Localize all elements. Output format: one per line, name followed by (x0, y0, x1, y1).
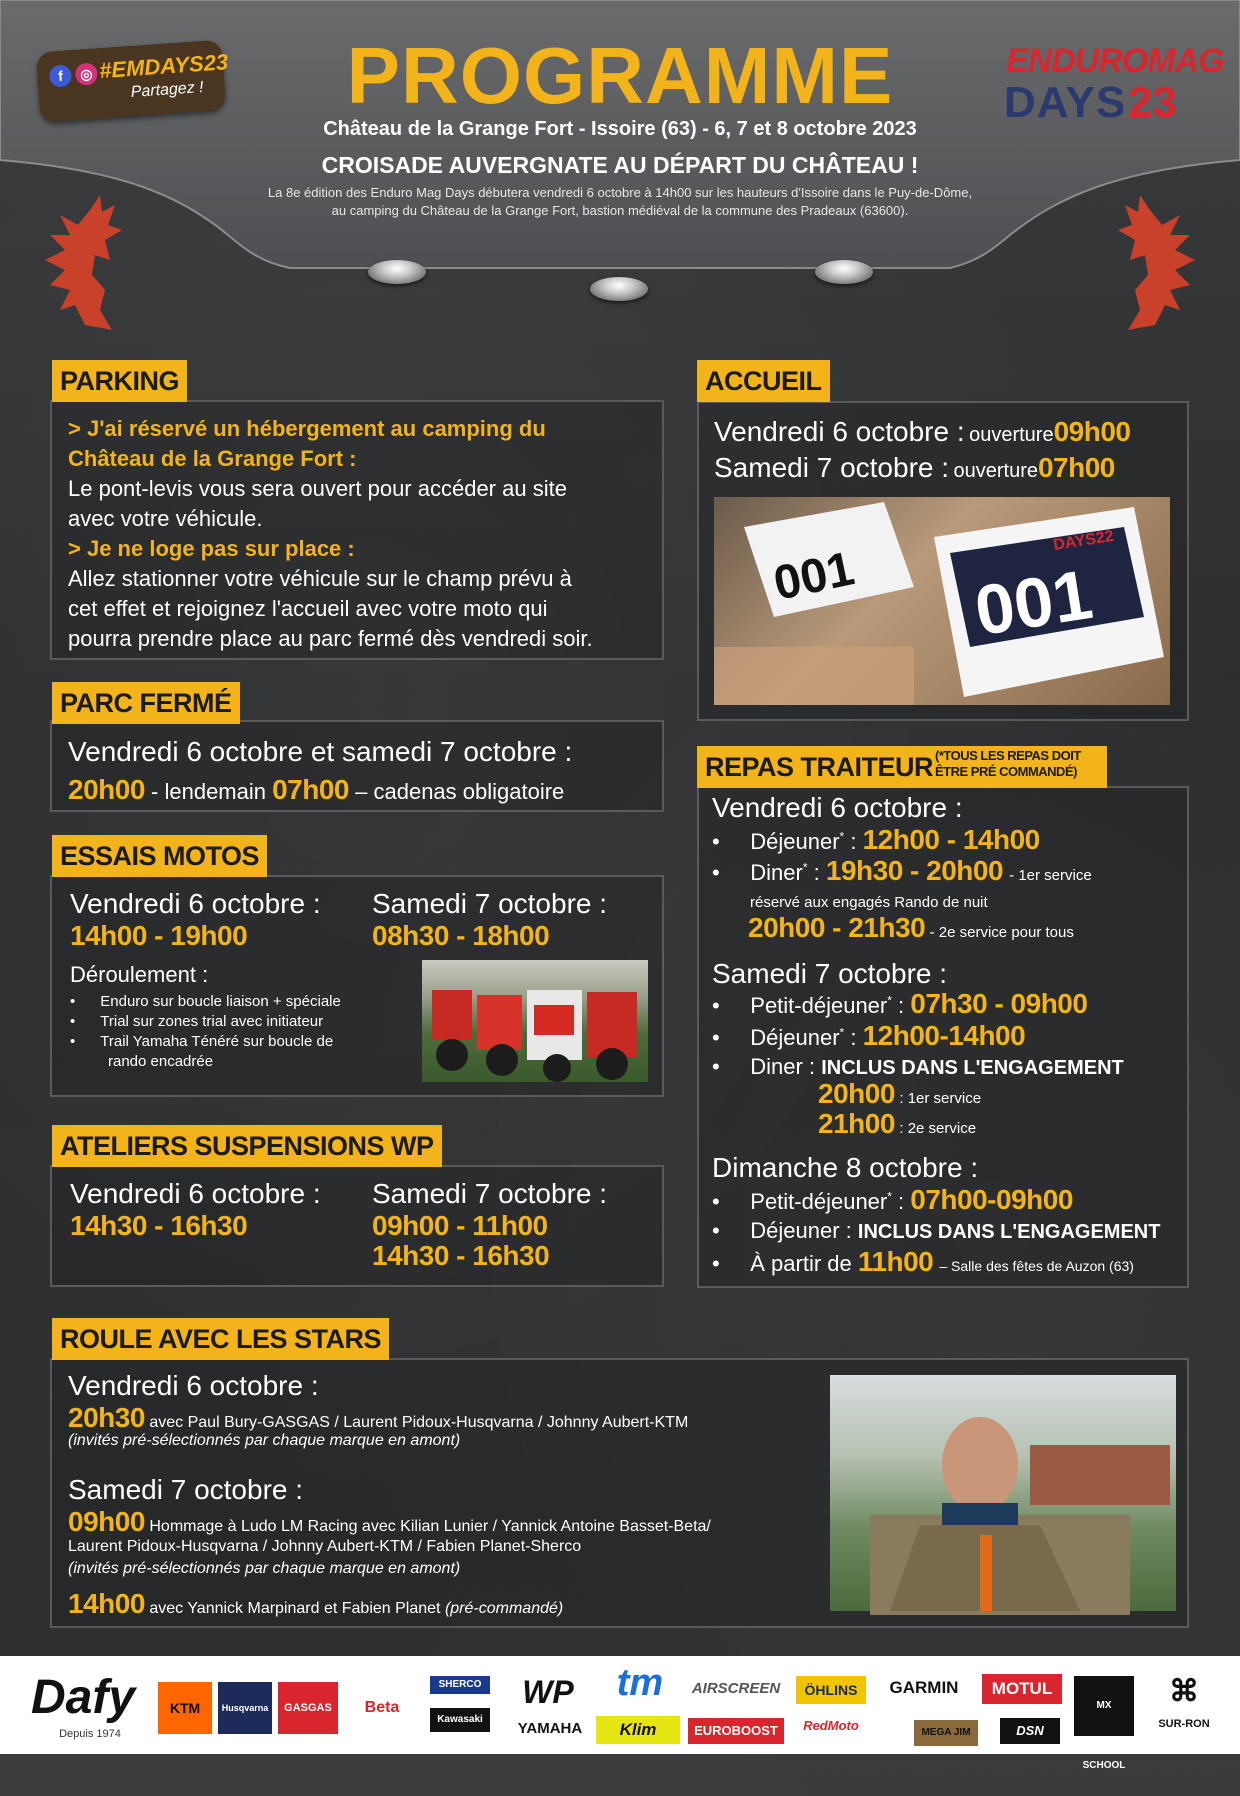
sponsor-husqvarna[interactable]: Husqvarna (218, 1682, 272, 1734)
parking-title: PARKING (52, 360, 187, 402)
repas-note: (*TOUS LES REPAS DOIT ÊTRE PRÉ COMMANDÉ) (935, 748, 1081, 779)
accueil-line (714, 416, 1130, 448)
rivet (368, 260, 426, 284)
page-title: PROGRAMME (346, 31, 894, 120)
intro-line: au camping du Château de la Grange Fort, bastion médiéval de la commune des Pradeaux (63600). (331, 202, 909, 218)
accueil-line (714, 452, 1115, 484)
race-plates-illustration (714, 497, 1170, 705)
repas-line: • Déjeuner : INCLUS DANS L'ENGAGEMENT (712, 1218, 1161, 1243)
repas-line: • Déjeuner* : 12h00 - 14h00 (712, 824, 1040, 855)
essais-time: 14h00 - 19h00 (70, 920, 248, 951)
day: Vendredi 6 octobre : (714, 416, 965, 447)
parking-question: > J'ai réservé un hébergement au camping du (68, 416, 546, 441)
repas-title (697, 746, 1107, 788)
time: 09h00 (1053, 416, 1131, 447)
accueil-title: ACCUEIL (697, 360, 830, 402)
repas-line: • Diner : INCLUS DANS L'ENGAGEMENT (712, 1054, 1124, 1079)
repas-line: • Petit-déjeuner* : 07h30 - 09h00 (712, 988, 1088, 1019)
parking-question: > Je ne loge pas sur place : (68, 536, 355, 561)
logo-line: 23 (1128, 78, 1177, 127)
left-dragon-icon (30, 190, 130, 340)
parc-ferme-times (68, 774, 564, 806)
sponsor-gasgas[interactable]: GASGAS (278, 1682, 338, 1734)
stars-title: ROULE AVEC LES STARS (52, 1318, 389, 1360)
sponsor-dafy-sub: Depuis 1974 (59, 1728, 121, 1740)
stars-note: (invités pré-sélectionnés par chaque marque en amont) (68, 1432, 461, 1449)
repas-title-text: REPAS TRAITEUR (705, 752, 934, 782)
rivet (590, 277, 648, 301)
rider-portrait-photo (830, 1375, 1176, 1611)
stars-line: 09h00 Hommage à Ludo LM Racing avec Kilian Lunier / Yannick Antoine Basset-Beta/ (68, 1506, 711, 1537)
essais-list (70, 992, 400, 1072)
repas-note-line: réservé aux engagés Rando de nuit (750, 894, 988, 911)
parking-answer: pourra prendre place au parc fermé dès vendredi soir. (68, 626, 593, 651)
essais-time: 08h30 - 18h00 (372, 920, 550, 951)
sponsor-dafy[interactable]: Dafy (30, 1671, 136, 1724)
list-item: rando encadrée (108, 1053, 214, 1070)
stars-line: 20h30 avec Paul Bury-GASGAS / Laurent Pidoux-Husqvarna / Johnny Aubert-KTM (68, 1402, 689, 1433)
repas-line: • À partir de 11h00 – Salle des fêtes de Auzon (63) (712, 1246, 1134, 1277)
repas-line: • Petit-déjeuner* : 07h00-09h00 (712, 1184, 1073, 1215)
repas-line: 20h00 - 21h30 - 2e service pour tous (748, 912, 1074, 943)
sponsor-beta[interactable]: Beta (364, 1699, 400, 1716)
stars-day: Samedi 7 octobre : (68, 1474, 304, 1505)
stars-note: (invités pré-sélectionnés par chaque marque en amont) (68, 1560, 461, 1577)
sponsor-airscreen[interactable]: AIRSCREEN (691, 1680, 781, 1697)
text: - lendemain (151, 779, 266, 804)
motorcycles-illustration (422, 960, 648, 1082)
time: 07h00 (1037, 452, 1115, 483)
ateliers-day: Vendredi 6 octobre : (70, 1178, 321, 1209)
sponsor-suron[interactable]: SUR-RON (1158, 1718, 1210, 1730)
instagram-icon[interactable]: ◎ (75, 62, 98, 85)
time: 20h00 (68, 774, 145, 805)
intro-line: La 8e édition des Enduro Mag Days débutera vendredi 6 octobre à 14h00 sur les hauteurs d'Issoire dans le Puy-de-Dôme, (267, 185, 973, 200)
plate-logo: DAYS22 (1052, 527, 1115, 555)
rider-illustration (830, 1375, 1176, 1611)
stars-line: Laurent Pidoux-Husqvarna / Johnny Aubert-KTM / Fabien Planet-Sherco (68, 1538, 582, 1555)
parking-question: Château de la Grange Fort : (68, 446, 357, 471)
sponsor-garmin[interactable]: GARMIN (889, 1678, 959, 1697)
ateliers-time: 14h30 - 16h30 (70, 1210, 248, 1241)
parking-content (68, 414, 658, 654)
logo-line: DAYS (1004, 78, 1127, 127)
plate-number: 001 (769, 542, 859, 611)
time: 07h00 (272, 774, 350, 805)
sponsor-megajim[interactable]: MEGA JIM (914, 1720, 978, 1746)
sponsors-footer (0, 1656, 1240, 1771)
intro-text (240, 184, 1000, 219)
parking-answer: cet effet et rejoignez l'accueil avec votre moto qui (68, 596, 548, 621)
facebook-icon[interactable]: f (49, 64, 72, 87)
repas-day: Vendredi 6 octobre : (712, 792, 963, 823)
parc-ferme-title: PARC FERMÉ (52, 682, 240, 724)
sponsor-ktm[interactable]: KTM (158, 1682, 212, 1734)
ateliers-title: ATELIERS SUSPENSIONS WP (52, 1125, 442, 1167)
sponsor-ohlins[interactable]: ÖHLINS (796, 1676, 866, 1704)
text: – cadenas obligatoire (355, 779, 565, 804)
repas-day: Dimanche 8 octobre : (712, 1152, 979, 1183)
repas-line: • Diner* : 19h30 - 20h00 - 1er service (712, 855, 1092, 886)
sponsor-suron-icon[interactable]: ⌘ (1169, 1675, 1199, 1708)
sponsor-klim[interactable]: Klim (596, 1716, 680, 1744)
ateliers-time: 09h00 - 11h00 (372, 1210, 548, 1241)
parking-answer: avec votre véhicule. (68, 506, 263, 531)
repas-line: • Déjeuner* : 12h00-14h00 (712, 1020, 1026, 1051)
sponsor-yamaha[interactable]: YAMAHA (517, 1720, 583, 1737)
label: ouverture (953, 460, 1038, 482)
sponsor-motul[interactable]: MOTUL (982, 1674, 1062, 1704)
sponsor-tm[interactable]: tm (616, 1662, 664, 1704)
day: Samedi 7 octobre : (714, 452, 950, 483)
essais-title: ESSAIS MOTOS (52, 835, 267, 877)
list-item: • Enduro sur boucle liaison + spéciale (70, 993, 341, 1010)
rivet (815, 260, 873, 284)
essais-day: Vendredi 6 octobre : (70, 888, 321, 919)
enduromag-days-logo (1000, 42, 1224, 127)
tagline: CROISADE AUVERGNATE AU DÉPART DU CHÂTEAU ! (321, 152, 919, 178)
repas-day: Samedi 7 octobre : (712, 958, 948, 989)
plate-number: 001 (969, 554, 1098, 651)
stars-day: Vendredi 6 octobre : (68, 1370, 319, 1401)
label: ouverture (969, 424, 1054, 446)
stars-line: 14h00 avec Yannick Marpinard et Fabien Planet (pré-commandé) (68, 1588, 564, 1619)
logo-line: ENDUROMAG (1006, 42, 1224, 80)
sponsor-mxschool[interactable]: MX SCHOOL (1074, 1676, 1134, 1736)
list-item: • Trail Yamaha Ténéré sur boucle de (70, 1033, 334, 1050)
sponsor-sherco[interactable]: SHERCO (430, 1676, 490, 1694)
event-subtitle: Château de la Grange Fort - Issoire (63) - 6, 7 et 8 octobre 2023 (323, 118, 917, 140)
hashtag: #EMDAYS23 (98, 49, 229, 84)
share-label: Partagez ! (130, 78, 205, 102)
sponsor-euroboost[interactable]: EUROBOOST (688, 1718, 784, 1744)
parking-answer: Le pont-levis vous sera ouvert pour accéder au site (68, 476, 567, 501)
ateliers-day: Samedi 7 octobre : (372, 1178, 608, 1209)
essais-day: Samedi 7 octobre : (372, 888, 608, 919)
ateliers-time: 14h30 - 16h30 (372, 1240, 550, 1271)
sponsor-wp[interactable]: WP (522, 1674, 574, 1710)
sponsor-kawasaki[interactable]: Kawasaki (430, 1708, 490, 1732)
deroulement-label: Déroulement : (70, 962, 209, 987)
parking-answer: Allez stationner votre véhicule sur le champ prévu à (68, 566, 572, 591)
motorcycles-photo (422, 960, 648, 1082)
repas-line: 21h00 : 2e service (818, 1108, 977, 1139)
parc-ferme-days: Vendredi 6 octobre et samedi 7 octobre : (68, 736, 573, 767)
list-item: • Trial sur zones trial avec initiateur (70, 1013, 324, 1030)
race-numbers-photo (714, 497, 1170, 705)
sponsor-redmoto[interactable]: RedMoto (803, 1718, 859, 1733)
repas-line: 20h00 : 1er service (818, 1078, 982, 1109)
sponsor-dsn[interactable]: DSN (1000, 1718, 1060, 1744)
right-dragon-icon (1110, 190, 1210, 340)
